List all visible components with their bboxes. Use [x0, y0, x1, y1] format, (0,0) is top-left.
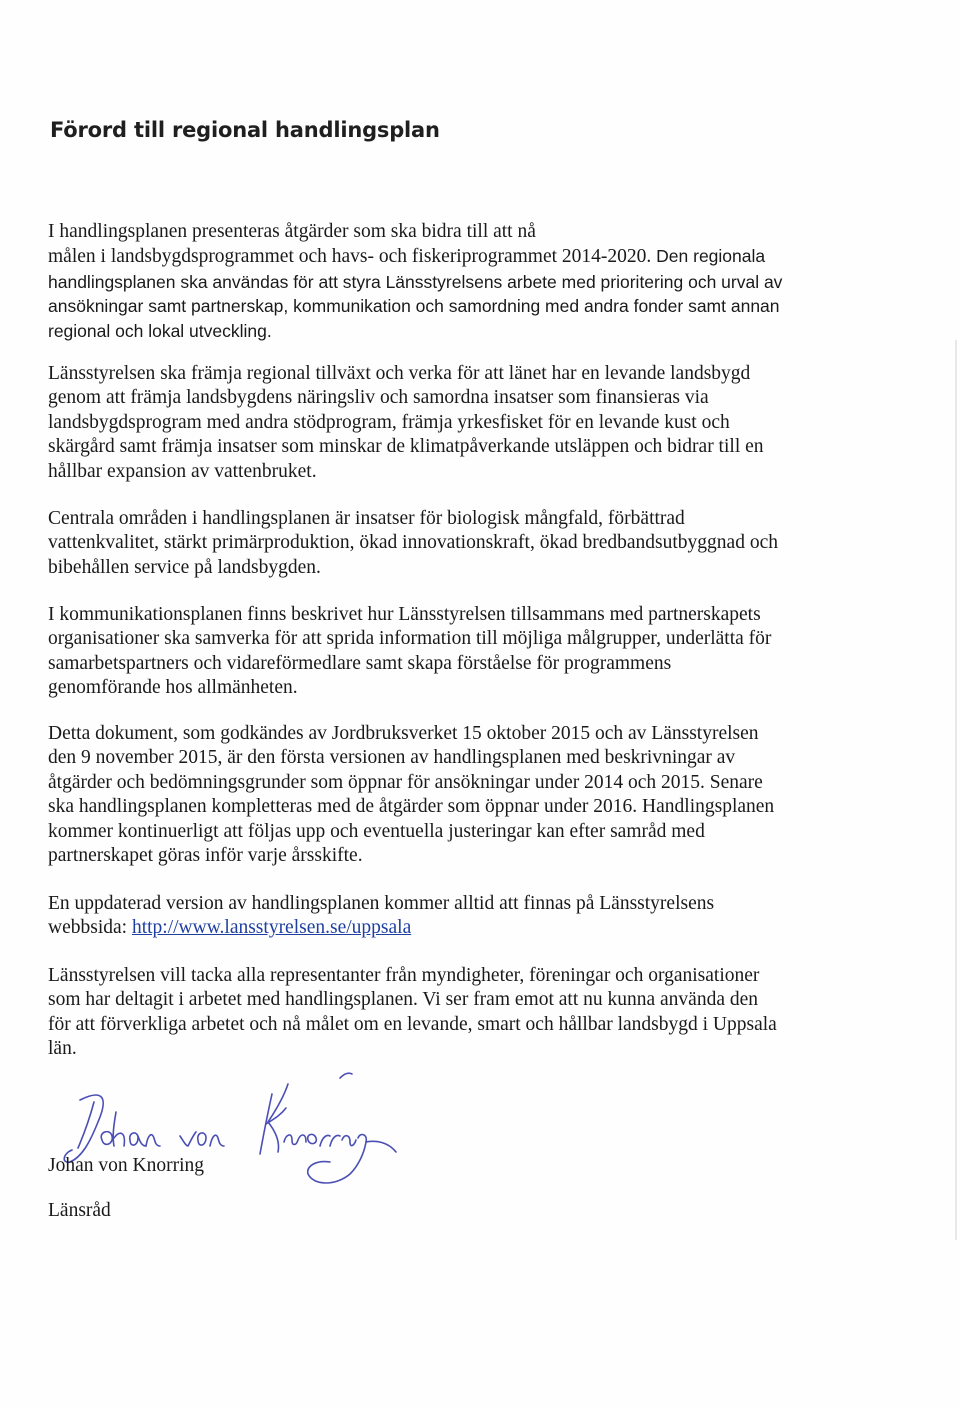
- text-line: Länsstyrelsen ska främja regional tillväxt och verka för att länet har en levande landsbygd: [48, 363, 751, 384]
- text-line: bibehållen service på landsbygden.: [48, 556, 321, 578]
- text-line: landsbygdsprogram med andra stödprogram, främja yrkesfisket för en levande kust och: [48, 411, 730, 433]
- paragraph-regional-growth: [48, 362, 848, 484]
- text-line: Centrala områden i handlingsplanen är insatser för biologisk mångfald, förbättrad: [48, 508, 685, 529]
- paragraph-thanks: [48, 964, 848, 1062]
- text-line: I handlingsplanen presenteras åtgärder som ska bidra till att nå: [48, 221, 536, 242]
- text-line: [48, 244, 848, 269]
- page-title: Förord till regional handlingsplan: [50, 118, 440, 142]
- paragraph-approval: [48, 722, 848, 868]
- text-line: kommer kontinuerligt att följas upp och eventuella justeringar kan efter samråd med: [48, 820, 705, 842]
- text-segment: Den regionala: [656, 246, 766, 267]
- text-line: åtgärder och bedömningsgrunder som öppnar för ansökningar under 2014 och 2015. Senare: [48, 771, 763, 793]
- text-line: samarbetspartners och vidareförmedlare samt skapa förståelse för programmens: [48, 652, 672, 674]
- text-line: skärgård samt främja insatser som minskar de klimatpåverkande utsläppen och bidrar till en: [48, 436, 764, 458]
- link-prefix: webbsida:: [48, 917, 132, 939]
- paragraph-website: [48, 892, 848, 941]
- text-line: I kommunikationsplanen finns beskrivet hur Länsstyrelsen tillsammans med partnerskapets: [48, 604, 761, 625]
- text-line: Detta dokument, som godkändes av Jordbruksverket 15 oktober 2015 och av Länsstyrelsen: [48, 723, 759, 744]
- text-line: genom att främja landsbygdens näringsliv och samordna insatser som finansieras via: [48, 387, 709, 409]
- text-line: hållbar expansion av vattenbruket.: [48, 460, 317, 482]
- website-link[interactable]: http://www.lansstyrelsen.se/uppsala: [131, 917, 412, 939]
- text-line: för att förverkliga arbetet och nå målet om en levande, smart och hållbar landsbygd i Uppsala: [48, 1013, 777, 1035]
- text-line: län.: [48, 1038, 77, 1060]
- text-line: organisationer ska samverka för att sprida information till möjliga målgrupper, underlätta för: [48, 628, 772, 650]
- text-line: handlingsplanen ska användas för att styra Länsstyrelsens arbete med prioritering och urval av: [48, 271, 783, 292]
- paragraph-communication: [48, 603, 848, 701]
- text-line: ansökningar samt partnerskap, kommunikation och samordning med andra fonder samt annan: [48, 296, 780, 317]
- text-line: som har deltagit i arbetet med handlingsplanen. Vi ser fram emot att nu kunna använda den: [48, 989, 759, 1011]
- paragraph-central-areas: [48, 507, 848, 580]
- text-line: vattenkvalitet, stärkt primärproduktion, ökad innovationskraft, ökad bredbandsutbyggnad och: [48, 532, 778, 554]
- text-line: ska handlingsplanen kompletteras med de åtgärder som öppnar under 2016. Handlingsplanen: [48, 796, 775, 818]
- text-line: den 9 november 2015, är den första versionen av handlingsplanen med beskrivningar av: [48, 747, 736, 769]
- text-line: En uppdaterad version av handlingsplanen kommer alltid att finnas på Länsstyrelsens: [48, 893, 715, 914]
- text-line: regional och lokal utveckling.: [48, 320, 272, 341]
- text-line: partnerskapet göras inför varje årsskifte.: [48, 845, 363, 867]
- signer-name: Johan von Knorring: [48, 1155, 204, 1176]
- signer-title: Länsråd: [48, 1200, 111, 1221]
- text-line: genomförande hos allmänheten.: [48, 677, 298, 699]
- text-segment: målen i landsbygdsprogrammet och havs- och fiskeriprogrammet 2014-2020.: [48, 246, 652, 268]
- text-line: [48, 916, 848, 940]
- text-line: Länsstyrelsen vill tacka alla representanter från myndigheter, föreningar och organisationer: [48, 965, 760, 986]
- scan-edge-shadow: [955, 340, 957, 1240]
- paragraph-intro: [48, 220, 848, 343]
